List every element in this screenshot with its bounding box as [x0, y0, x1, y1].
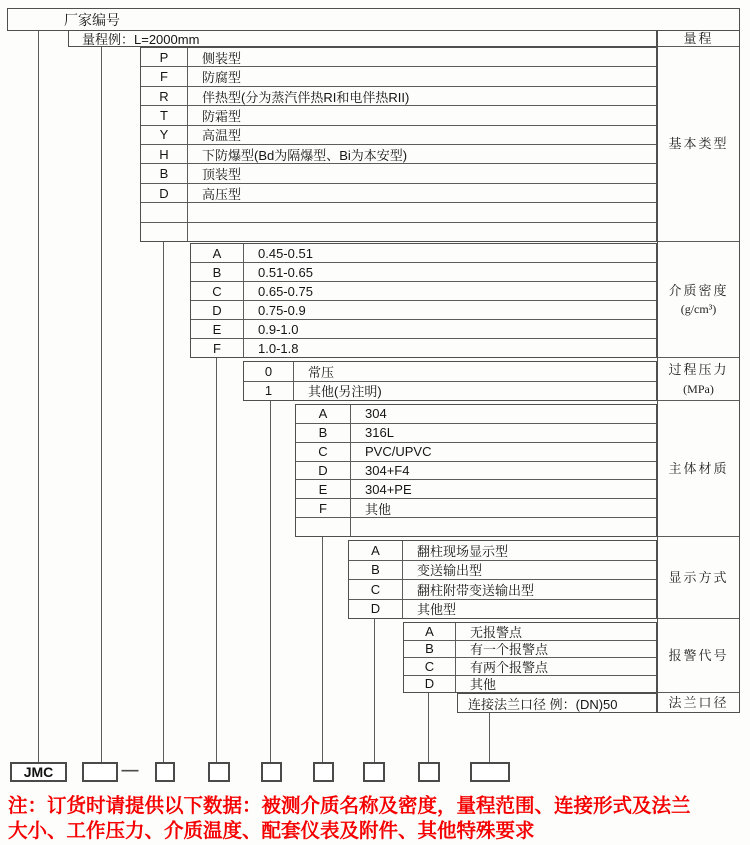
medium-density-table [190, 243, 657, 358]
connector-line-manufacturer [38, 31, 39, 762]
code-box-display [363, 762, 385, 782]
connector-line-basic-type [163, 242, 164, 762]
table-row [141, 48, 656, 67]
desc-cell [188, 203, 656, 221]
category-label-body-material: 主体材质 [658, 401, 739, 537]
code-cell: B [349, 561, 403, 580]
desc-cell: 0.9-1.0 [258, 321, 299, 337]
code-cell: D [141, 184, 188, 202]
desc-cell: 其他型 [417, 602, 457, 618]
table-row [191, 244, 656, 263]
code-cell: A [349, 541, 403, 560]
code-cell: B [141, 164, 188, 182]
code-box-basic-type [155, 762, 175, 782]
table-row [296, 480, 656, 499]
code-cell: C [296, 443, 351, 461]
desc-cell: 防腐型 [202, 70, 242, 86]
table-row [141, 67, 656, 86]
category-label-flange-diameter: 法兰口径 [668, 694, 729, 710]
code-box-flange [470, 762, 510, 782]
connector-line-material [322, 537, 323, 762]
code-cell [141, 203, 188, 221]
table-row [141, 126, 656, 145]
desc-cell: 高温型 [202, 128, 242, 144]
table-row [191, 263, 656, 282]
desc-cell: 下防爆型(Bd为隔爆型、Bi为本安型) [202, 147, 408, 163]
desc-cell: 0.45-0.51 [258, 245, 313, 261]
desc-cell: 0.65-0.75 [258, 283, 313, 299]
connector-line-range [101, 47, 102, 762]
category-label-basic-type: 基本类型 [658, 47, 739, 242]
code-cell: P [141, 48, 188, 66]
desc-cell: 304+F4 [365, 463, 410, 478]
code-cell: C [349, 580, 403, 599]
desc-cell: 翻柱附带变送输出型 [417, 582, 535, 598]
connector-line-display [374, 619, 375, 762]
code-cell: D [191, 301, 244, 319]
model-separator-dash: — [121, 760, 139, 779]
code-box-range [82, 762, 118, 782]
table-row [191, 301, 656, 320]
category-label-alarm-code: 报警代号 [658, 619, 739, 693]
code-box-pressure [261, 762, 282, 782]
category-label-column [657, 30, 740, 713]
code-cell: C [191, 282, 244, 300]
code-cell: R [141, 87, 188, 105]
table-row-empty [141, 203, 656, 222]
desc-cell: 304+PE [365, 481, 412, 497]
code-cell: B [296, 424, 351, 442]
code-cell: Y [141, 126, 188, 144]
table-row [296, 462, 656, 481]
table-row [141, 145, 656, 164]
connector-line-flange [489, 713, 490, 762]
flange-diameter-row [457, 693, 657, 713]
ordering-note-line1: 注：订货时请提供以下数据：被测介质名称及密度，量程范围、连接形式及法兰 [8, 795, 691, 817]
code-cell: D [404, 676, 456, 693]
desc-cell: 变送输出型 [417, 563, 483, 579]
connector-line-pressure [270, 401, 271, 762]
desc-cell: 其他 [470, 677, 497, 693]
desc-cell: 其他(另注明) [308, 384, 382, 400]
category-label-display-mode: 显示方式 [658, 537, 739, 619]
basic-type-table [140, 47, 657, 242]
code-cell: A [191, 244, 244, 262]
code-box-density [208, 762, 230, 782]
code-cell [141, 223, 188, 241]
table-row [191, 320, 656, 339]
table-row [404, 658, 656, 676]
code-cell: D [296, 462, 351, 480]
desc-cell [351, 518, 656, 536]
desc-cell: 无报警点 [470, 624, 523, 640]
desc-cell: 304 [365, 406, 387, 422]
ordering-note-line2: 大小、工作压力、介质温度、配套仪表及附件、其他特殊要求 [8, 820, 535, 842]
code-cell: H [141, 145, 188, 163]
table-row [191, 282, 656, 301]
table-row [141, 87, 656, 106]
code-cell: F [296, 499, 351, 517]
category-label-medium-density: 介质密度 (g/cm³) [658, 242, 739, 358]
table-row [141, 184, 656, 203]
range-example-text: 量程例：L=2000mm [82, 32, 200, 47]
table-row [244, 362, 656, 382]
table-row [349, 561, 656, 581]
desc-cell: 其他 [365, 501, 392, 517]
code-cell: T [141, 106, 188, 124]
category-label-process-pressure: 过程压力 (MPa) [658, 358, 739, 401]
table-row [296, 443, 656, 462]
connector-line-density [216, 358, 217, 762]
model-prefix-box: JMC [10, 762, 67, 782]
table-row [349, 600, 656, 619]
table-row [404, 641, 656, 659]
desc-cell: 0.51-0.65 [258, 264, 313, 280]
desc-cell [188, 223, 656, 241]
desc-cell: 顶装型 [202, 167, 242, 183]
code-cell: E [296, 480, 351, 498]
table-row [404, 623, 656, 641]
desc-cell: 有两个报警点 [470, 659, 549, 675]
alarm-code-table [403, 622, 657, 693]
code-cell: B [404, 641, 456, 658]
body-material-table [295, 404, 657, 537]
table-row-empty [141, 223, 656, 241]
code-cell: A [404, 623, 456, 640]
code-cell [296, 518, 351, 536]
table-row-empty [296, 518, 656, 536]
display-mode-table [348, 540, 657, 619]
code-cell: A [296, 405, 351, 423]
desc-cell: 常压 [308, 364, 335, 380]
code-cell: 1 [244, 382, 294, 401]
ordering-note [8, 794, 745, 844]
category-label-range: 量程 [658, 31, 739, 47]
code-box-alarm [418, 762, 440, 782]
desc-cell: 翻柱现场显示型 [417, 543, 509, 559]
table-row [244, 382, 656, 401]
table-row [349, 541, 656, 561]
code-cell: F [191, 339, 244, 357]
desc-cell: 316L [365, 425, 394, 441]
desc-cell: PVC/UPVC [365, 444, 432, 460]
desc-cell: 防霜型 [202, 108, 242, 124]
table-row [141, 164, 656, 183]
table-row [349, 580, 656, 600]
manufacturer-code-row [7, 8, 740, 31]
desc-cell: 1.0-1.8 [258, 340, 299, 356]
connector-line-alarm [428, 693, 429, 762]
range-example-row [68, 30, 657, 47]
code-cell: E [191, 320, 244, 338]
code-box-material [313, 762, 334, 782]
table-row [296, 424, 656, 443]
desc-cell: 有一个报警点 [470, 642, 549, 658]
manufacturer-code-label: 厂家编号 [64, 11, 120, 28]
code-cell: D [349, 600, 403, 619]
process-pressure-table [243, 361, 657, 401]
desc-cell: 侧装型 [202, 50, 242, 66]
desc-cell: 高压型 [202, 186, 242, 202]
flange-diameter-text: 连接法兰口径 例：(DN)50 [468, 696, 618, 712]
desc-cell: 0.75-0.9 [258, 302, 306, 318]
table-row [404, 676, 656, 693]
code-cell: B [191, 263, 244, 281]
code-cell: F [141, 67, 188, 85]
code-cell: C [404, 658, 456, 675]
table-row [141, 106, 656, 125]
desc-cell: 伴热型(分为蒸汽伴热RI和电伴热RII) [202, 89, 410, 105]
table-row [191, 339, 656, 357]
table-row [296, 499, 656, 518]
table-row [296, 405, 656, 424]
code-cell: 0 [244, 362, 294, 381]
